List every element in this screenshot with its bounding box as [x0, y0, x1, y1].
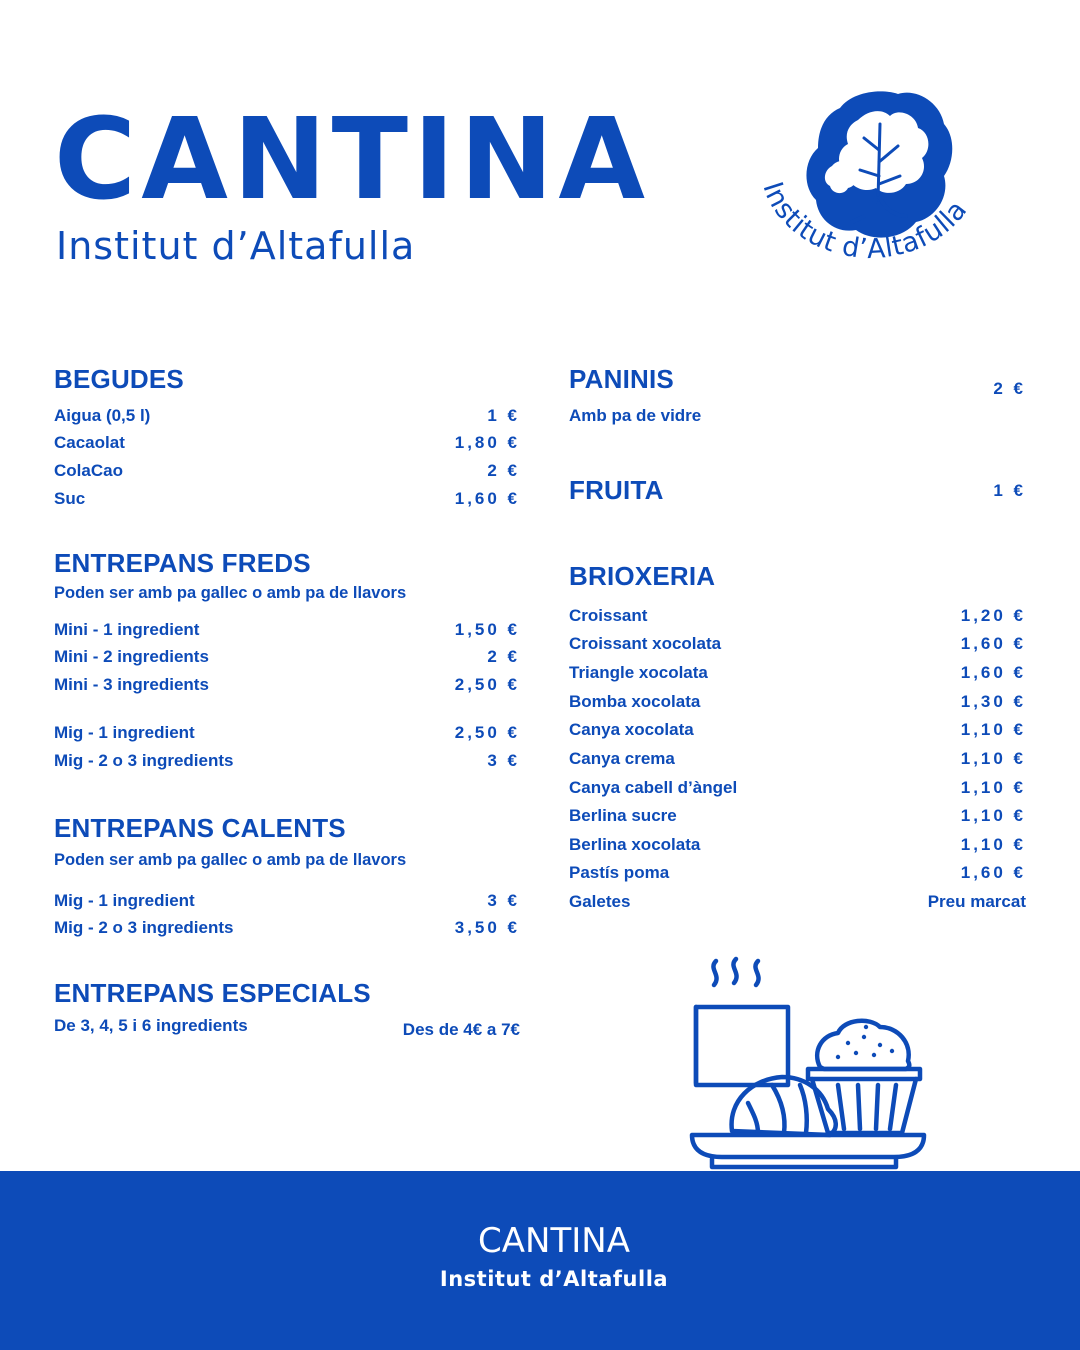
menu-item: [569, 691, 1026, 713]
item-name: Berlina xocolata: [569, 835, 701, 854]
menu-item: [54, 1015, 520, 1037]
menu-item: [54, 750, 520, 772]
logo-text: Institut d’Altafulla: [756, 178, 974, 266]
item-name: Galetes: [569, 892, 631, 911]
menu-item: [54, 619, 520, 641]
item-name: Mini - 2 ingredients: [54, 647, 209, 666]
item-price: 3 €: [487, 751, 520, 770]
item-name: Berlina sucre: [569, 806, 677, 825]
item-name: Mini - 3 ingredients: [54, 675, 209, 694]
section-heading: BRIOXERIA: [569, 561, 716, 591]
item-name: Amb pa de vidre: [569, 406, 702, 425]
section-heading: BEGUDES: [54, 364, 184, 394]
footer-subtitle: Institut d’Altafulla: [439, 1267, 669, 1291]
section-note: Poden ser amb pa gallec o amb pa de llavors: [54, 584, 407, 602]
item-name: Mig - 2 o 3 ingredients: [54, 918, 234, 937]
item-price: 3,50 €: [454, 918, 520, 937]
item-price: 1,10 €: [960, 749, 1026, 768]
item-price: 2 €: [993, 379, 1026, 398]
menu-item: [569, 862, 1026, 884]
menu-item: [569, 891, 1026, 913]
menu-item: [569, 405, 1026, 427]
menu-item: [54, 405, 520, 427]
item-price: 1,60 €: [454, 489, 520, 508]
menu-item: [569, 748, 1026, 770]
menu-item: [54, 722, 520, 744]
menu-item: [569, 805, 1026, 827]
item-name: Aigua (0,5 l): [54, 406, 151, 425]
item-name: Triangle xocolata: [569, 663, 708, 682]
item-price: 1,10 €: [960, 778, 1026, 797]
item-name: Mig - 1 ingredient: [54, 891, 195, 910]
item-price: 1 €: [487, 406, 520, 425]
item-price: 2 €: [487, 461, 520, 480]
section-heading: ENTREPANS FREDS: [54, 548, 311, 578]
footer-title: CANTINA: [478, 1221, 630, 1261]
section-price-row: [569, 480, 1026, 502]
section-brioxeria: [569, 563, 1026, 918]
item-name: Canya xocolata: [569, 720, 694, 739]
section-entrepans-especials: [54, 980, 520, 1050]
menu-item: [54, 432, 520, 454]
menu-item: [54, 646, 520, 668]
item-price: 1,10 €: [960, 806, 1026, 825]
item-name: Canya cabell d’àngel: [569, 778, 738, 797]
item-name: Mig - 2 o 3 ingredients: [54, 751, 234, 770]
item-price: 1,80 €: [454, 433, 520, 452]
section-heading: PANINIS: [569, 364, 674, 394]
item-name: Canya crema: [569, 749, 675, 768]
item-price: 1,30 €: [960, 692, 1026, 711]
menu-item: [569, 633, 1026, 655]
school-logo-icon: [740, 80, 990, 300]
menu-item: [569, 662, 1026, 684]
section-heading: FRUITA: [569, 475, 664, 505]
section-paninis: [569, 366, 1026, 436]
menu-item: [54, 674, 520, 696]
item-name: Mig - 1 ingredient: [54, 723, 195, 742]
item-price: 1,20 €: [960, 606, 1026, 625]
item-name: ColaCao: [54, 461, 123, 480]
item-price: 2,50 €: [454, 723, 520, 742]
coffee-croissant-muffin-icon: [688, 955, 928, 1175]
menu-item: [569, 605, 1026, 627]
section-price-row: [569, 378, 1026, 400]
menu-item: [54, 917, 520, 939]
item-price: 1,60 €: [960, 634, 1026, 653]
page-subtitle: Institut d’Altafulla: [56, 224, 416, 268]
item-name: Suc: [54, 489, 86, 508]
section-fruita: [569, 477, 1026, 507]
item-price: 1,10 €: [960, 835, 1026, 854]
item-price: 3 €: [487, 891, 520, 910]
section-entrepans-calents: [54, 815, 520, 945]
item-price: 1,10 €: [960, 720, 1026, 739]
item-price: Preu marcat: [927, 892, 1026, 911]
section-heading: ENTREPANS ESPECIALS: [54, 978, 371, 1008]
item-price: 2,50 €: [454, 675, 520, 694]
item-price: 1,50 €: [454, 620, 520, 639]
item-price: 1 €: [993, 481, 1026, 500]
item-name: Mini - 1 ingredient: [54, 620, 200, 639]
menu-item: [54, 890, 520, 912]
item-name: Croissant: [569, 606, 648, 625]
section-entrepans-freds: [54, 550, 520, 780]
item-price: 1,60 €: [960, 663, 1026, 682]
item-price: 2 €: [487, 647, 520, 666]
menu-item: [54, 488, 520, 510]
item-name: Croissant xocolata: [569, 634, 722, 653]
footer-banner: [0, 1171, 1080, 1350]
section-note: Poden ser amb pa gallec o amb pa de llavors: [54, 851, 407, 869]
page-title: CANTINA: [54, 95, 651, 225]
item-price: Des de 4€ a 7€: [402, 1020, 520, 1039]
item-name: Cacaolat: [54, 433, 125, 452]
item-name: De 3, 4, 5 i 6 ingredients: [54, 1016, 248, 1035]
section-begudes: [54, 366, 520, 516]
menu-item: [569, 777, 1026, 799]
menu-item: [54, 460, 520, 482]
item-name: Pastís poma: [569, 863, 670, 882]
section-heading: ENTREPANS CALENTS: [54, 813, 346, 843]
menu-item: [569, 719, 1026, 741]
menu-item: [569, 834, 1026, 856]
item-price: 1,60 €: [960, 863, 1026, 882]
item-name: Bomba xocolata: [569, 692, 701, 711]
